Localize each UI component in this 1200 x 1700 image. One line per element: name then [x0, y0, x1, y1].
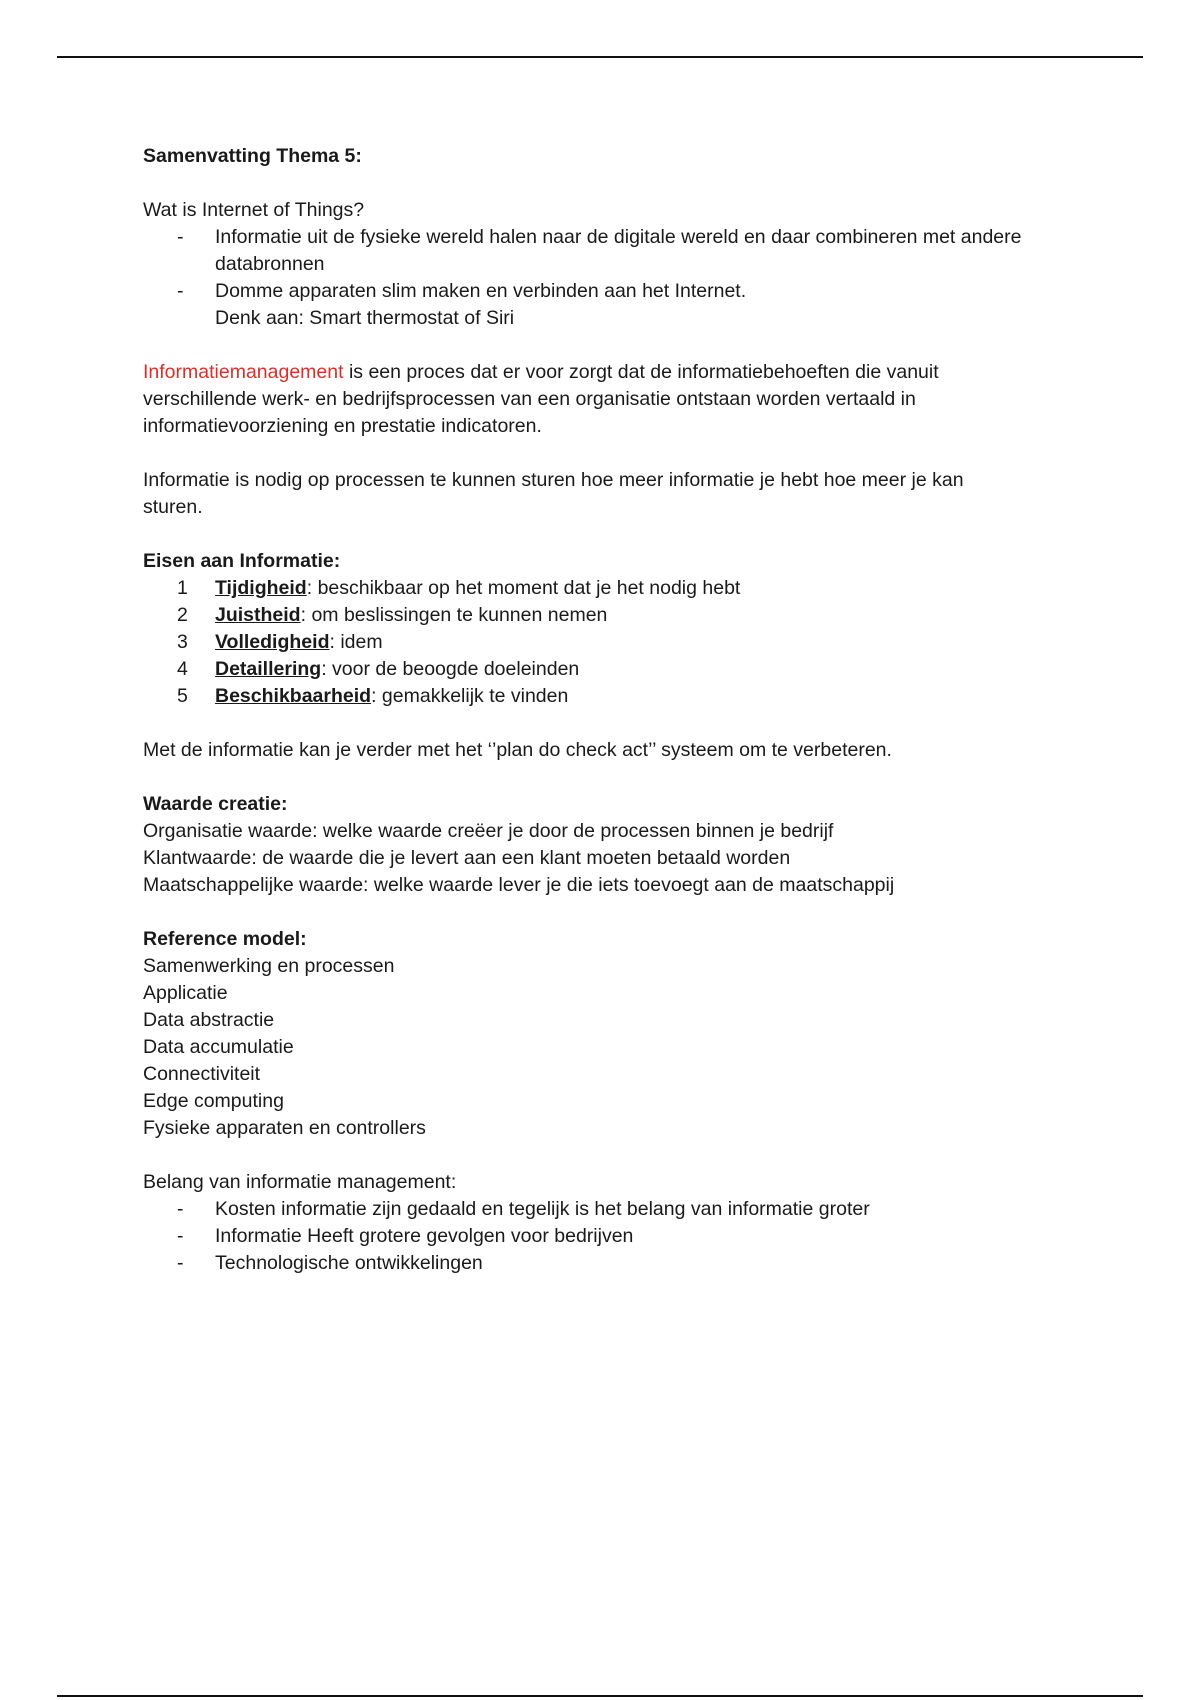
list-item	[143, 1250, 1023, 1277]
bullet-marker: -	[177, 280, 184, 302]
document-title: Samenvatting Thema 5:	[143, 145, 362, 167]
reference-layer: Edge computing	[143, 1090, 284, 1112]
reference-layer: Data abstractie	[143, 1009, 275, 1031]
requirement-desc: : om beslissingen te kunnen nemen	[300, 604, 608, 626]
requirement-term: Beschikbaarheid	[215, 685, 372, 707]
header-rule	[57, 56, 1143, 58]
reference-layer: Connectiviteit	[143, 1063, 261, 1085]
requirement-desc: : voor de beoogde doeleinden	[321, 658, 580, 680]
pdca-paragraph: Met de informatie kan je verder met het ‘’plan do check act’’ systeem om te verbeteren.	[143, 739, 892, 761]
list-item-text: Informatie uit de fysieke wereld halen naar de digitale wereld en daar combineren met andere databronnen	[215, 226, 1022, 275]
requirements-heading: Eisen aan Informatie:	[143, 550, 341, 572]
bullet-marker: -	[177, 1198, 184, 1220]
document-body	[143, 143, 1023, 1277]
iot-note-text: Denk aan: Smart thermostat of Siri	[215, 307, 515, 329]
bullet-marker: -	[177, 226, 184, 248]
value-line: Klantwaarde: de waarde die je levert aan een klant moeten betaald worden	[143, 847, 791, 869]
list-item-text: Domme apparaten slim maken en verbinden aan het Internet.	[215, 280, 747, 302]
reference-layer: Fysieke apparaten en controllers	[143, 1117, 426, 1139]
list-item	[143, 602, 1023, 629]
value-creation-heading: Waarde creatie:	[143, 793, 288, 815]
list-item-text: Kosten informatie zijn gedaald en tegelijk is het belang van informatie groter	[215, 1198, 870, 1220]
bullet-marker: -	[177, 1252, 184, 1274]
list-item	[143, 575, 1023, 602]
im-definition-text: is een proces dat er voor zorgt dat de informatiebehoeften die vanuit verschillende werk- en bedrijfsprocessen van een organisatie ontstaan worden vertaald in informatievoorziening en prestatie indicatoren.	[143, 361, 939, 437]
list-number: 4	[177, 658, 188, 680]
im-term: Informatiemanagement	[143, 361, 344, 383]
requirement-desc: : gemakkelijk te vinden	[371, 685, 569, 707]
reference-layer: Samenwerking en processen	[143, 955, 395, 977]
value-line: Maatschappelijke waarde: welke waarde lever je die iets toevoegt aan de maatschappij	[143, 874, 895, 896]
list-item	[143, 224, 1023, 278]
list-item	[143, 629, 1023, 656]
list-item	[143, 656, 1023, 683]
requirement-term: Tijdigheid	[215, 577, 307, 599]
iot-note	[143, 305, 1023, 332]
value-line: Organisatie waarde: welke waarde creëer je door de processen binnen je bedrijf	[143, 820, 834, 842]
iot-question: Wat is Internet of Things?	[143, 199, 365, 221]
list-item-text: Informatie Heeft grotere gevolgen voor bedrijven	[215, 1225, 634, 1247]
requirement-term: Volledigheid	[215, 631, 330, 653]
footer-rule	[57, 1695, 1143, 1697]
list-number: 2	[177, 604, 188, 626]
list-number: 1	[177, 577, 188, 599]
importance-heading: Belang van informatie management:	[143, 1171, 457, 1193]
list-item	[143, 278, 1023, 305]
list-item	[143, 1196, 1023, 1223]
requirement-term: Detaillering	[215, 658, 322, 680]
requirement-term: Juistheid	[215, 604, 301, 626]
reference-model-heading: Reference model:	[143, 928, 307, 950]
list-number: 3	[177, 631, 188, 653]
im-definition	[143, 359, 1023, 440]
bullet-marker: -	[177, 1225, 184, 1247]
list-item-text: Technologische ontwikkelingen	[215, 1252, 483, 1274]
steering-paragraph: Informatie is nodig op processen te kunnen sturen hoe meer informatie je hebt hoe meer je kan sturen.	[143, 469, 964, 518]
reference-layer: Data accumulatie	[143, 1036, 294, 1058]
requirement-desc: : beschikbaar op het moment dat je het nodig hebt	[306, 577, 741, 599]
list-item	[143, 1223, 1023, 1250]
reference-layer: Applicatie	[143, 982, 228, 1004]
requirement-desc: : idem	[329, 631, 383, 653]
list-number: 5	[177, 685, 188, 707]
list-item	[143, 683, 1023, 710]
